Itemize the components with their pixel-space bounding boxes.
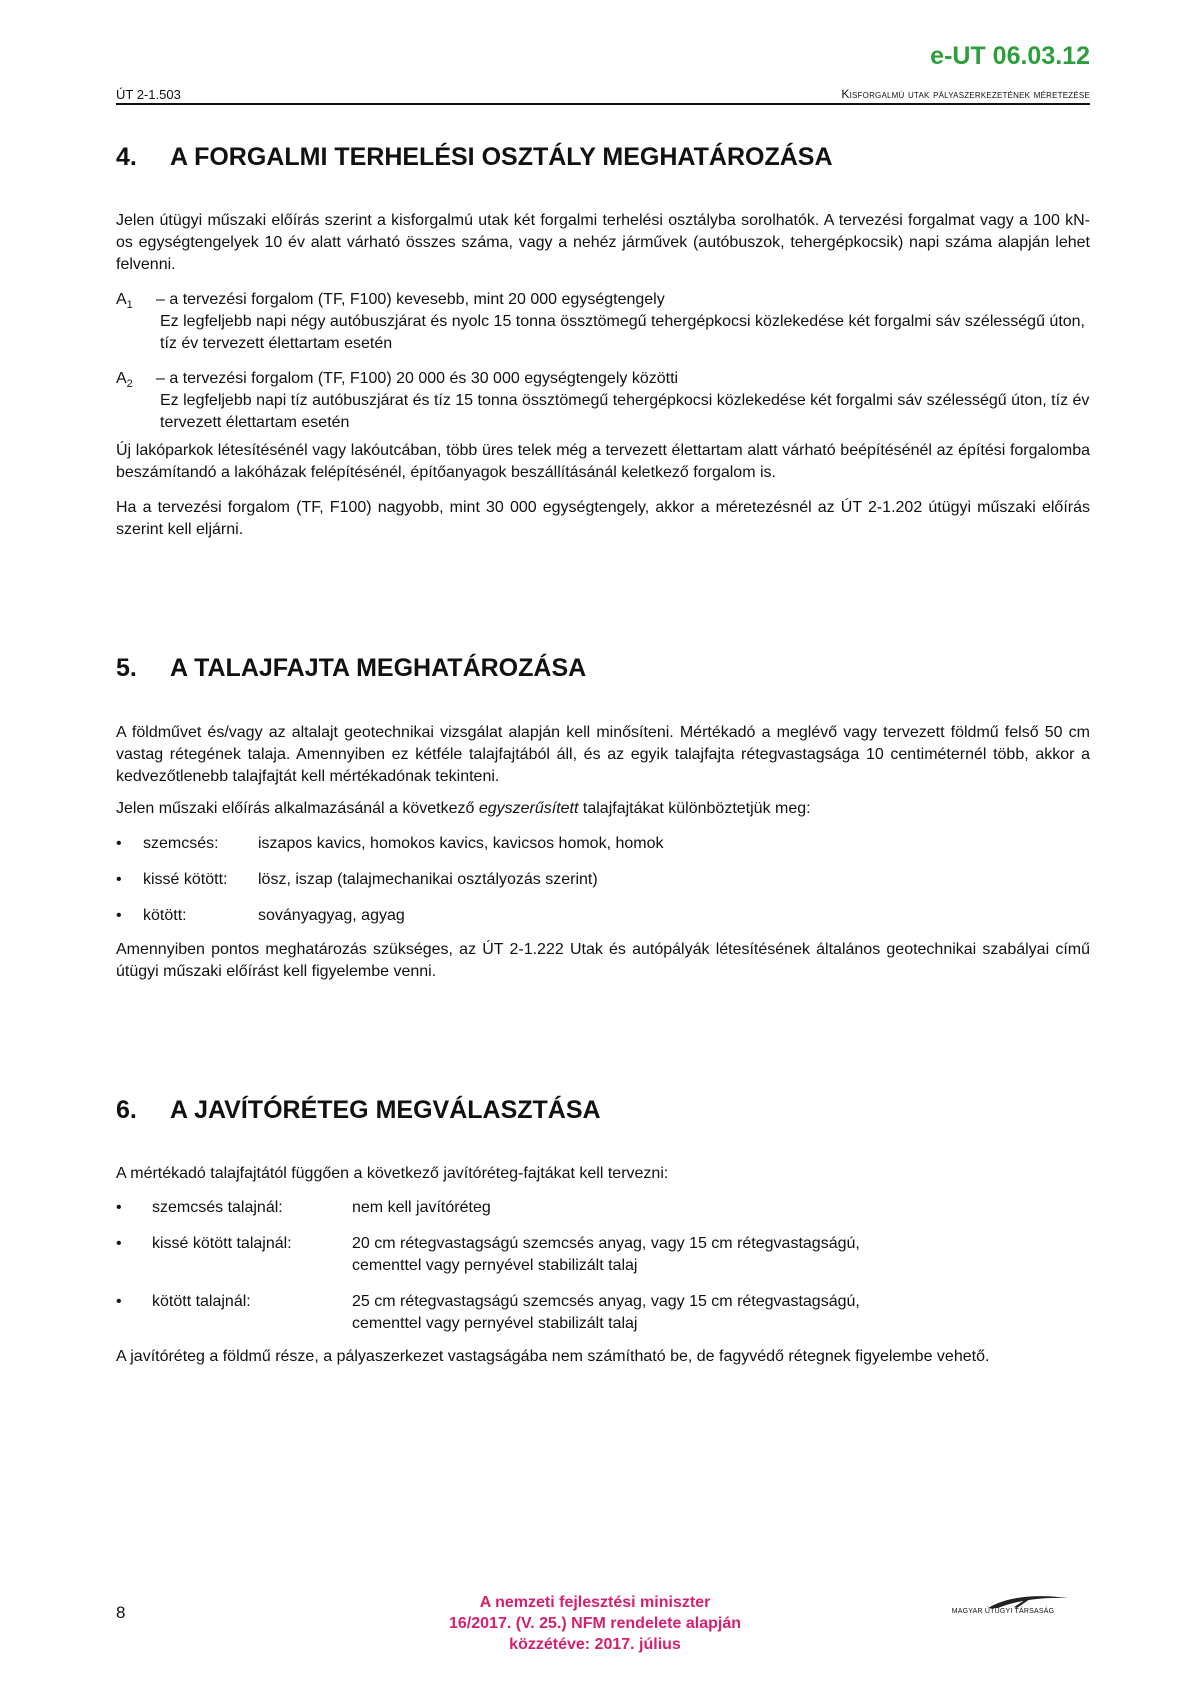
- section-title: A JAVÍTÓRÉTEG MEGVÁLASZTÁSA: [170, 1096, 601, 1124]
- society-logo: MAGYAR ÚTÜGYI TÁRSASÁG: [918, 1592, 1088, 1620]
- section-5: [116, 654, 1090, 683]
- section-5-heading: [116, 654, 1090, 683]
- paragraph: Új lakóparkok létesítésénél vagy lakóutcában, több üres telek még a tervezett élettartam alatt várható beépítésénél az építési forgalomba beszámítandó a lakóházak felépítésénél, építőanyagok beszállításánál keletkező forgalom is.: [116, 442, 1090, 481]
- class-definition: – a tervezési forgalom (TF, F100) kevesebb, mint 20 000 egységtengely: [156, 291, 665, 308]
- class-a1: [116, 289, 1090, 355]
- paragraph: A mértékadó talajfajtától függően a következő javítóréteg-fajtákat kell tervezni:: [116, 1165, 669, 1182]
- paragraph: Jelen műszaki előírás alkalmazásánál a következő egyszerűsített talajfajtákat különböztetjük meg:: [116, 800, 811, 817]
- bullet-icon: •: [116, 1293, 122, 1310]
- paragraph: A javítóréteg a földmű része, a pályaszerkezet vastagságába nem számítható be, de fagyvédő rétegnek figyelembe vehető.: [116, 1348, 990, 1365]
- section-5-body: [116, 722, 1090, 983]
- page-number: 8: [116, 1603, 126, 1622]
- section-number: 5.: [116, 654, 137, 682]
- bullet-icon: •: [116, 907, 122, 924]
- bullet-icon: •: [116, 1235, 122, 1252]
- list-item: • szemcsés talajnál: nem kell javítóréteg: [116, 1197, 1090, 1219]
- paragraph: A földművet és/vagy az altalajt geotechnikai vizsgálat alapján kell minősíteni. Mértékadó a meglévő vagy tervezett földmű felső 50 cm vastag rétegének talaja. Amennyiben ez kétféle talajfajtából áll, és az egyik talajfajta rétegvastagsága 10 centiméternél több, akkor a kedvezőtlenebb talajfajtát kell mértékadónak tekinteni.: [116, 724, 1090, 785]
- section-4-body: [116, 210, 1090, 541]
- section-4: [116, 143, 1090, 172]
- section-6-body: [116, 1163, 1090, 1368]
- class-description: Ez legfeljebb napi tíz autóbuszjárat és tíz 15 tonna össztömegű tehergépkocsi közlekedése két forgalmi sáv szélességű úton, tíz év tervezett élettartam esetén: [160, 392, 1090, 431]
- section-6-heading: [116, 1096, 1090, 1125]
- paragraph: Ha a tervezési forgalom (TF, F100) nagyobb, mint 30 000 egységtengely, akkor a méretezésnél az ÚT 2-1.202 útügyi műszaki előírás szerint kell eljárni.: [116, 499, 1090, 538]
- class-label: $A_2$: [116, 370, 133, 391]
- class-a2: [116, 368, 1090, 434]
- section-title: A FORGALMI TERHELÉSI OSZTÁLY MEGHATÁROZÁSA: [170, 143, 833, 171]
- bullet-icon: •: [116, 1199, 122, 1216]
- header-document-title: Kisforgalmú utak pályaszerkezetének méretezése: [841, 87, 1090, 101]
- section-number: 6.: [116, 1096, 137, 1124]
- section-number: 4.: [116, 143, 137, 171]
- list-item: • kötött: soványagyag, agyag: [116, 905, 1090, 927]
- section-4-heading: [116, 143, 1090, 172]
- bullet-icon: •: [116, 871, 122, 888]
- header-standard-id: ÚT 2-1.503: [116, 87, 181, 102]
- list-item: • kissé kötött talajnál: 20 cm rétegvastagságú szemcsés anyag, vagy 15 cm rétegvastagságú, cementtel vagy pernyével stabilizált talaj: [116, 1233, 1090, 1277]
- header-divider: [116, 103, 1090, 105]
- class-definition: – a tervezési forgalom (TF, F100) 20 000 és 30 000 egységtengely közötti: [156, 370, 679, 387]
- section-title: A TALAJFAJTA MEGHATÁROZÁSA: [170, 654, 587, 682]
- list-item: • kissé kötött: lösz, iszap (talajmechanikai osztályozás szerint): [116, 869, 1090, 891]
- class-description: Ez legfeljebb napi négy autóbuszjárat és nyolc 15 tonna össztömegű tehergépkocsi közlekedése két forgalmi sáv szélességű úton, tíz év tervezett élettartam esetén: [160, 313, 1085, 352]
- section-6: [116, 1096, 1090, 1125]
- list-item: • kötött talajnál: 25 cm rétegvastagságú szemcsés anyag, vagy 15 cm rétegvastagságú, cementtel vagy pernyével stabilizált talaj: [116, 1291, 1090, 1335]
- list-item: • szemcsés: iszapos kavics, homokos kavics, kavicsos homok, homok: [116, 833, 1090, 855]
- publication-note: A nemzeti fejlesztési miniszter 16/2017. (V. 25.) NFM rendelete alapján közzétéve: 2017. július: [449, 1594, 741, 1653]
- class-label: $A_1$: [116, 291, 133, 312]
- paragraph: Jelen útügyi műszaki előírás szerint a kisforgalmú utak két forgalmi terhelési osztályba sorolhatók. A tervezési forgalmat vagy a 100 kN-os egységtengelyek 10 év alatt várható összes száma, vagy a nehéz járművek (autóbuszok, tehergépkocsik) napi száma alapján lehet felvenni.: [116, 212, 1090, 273]
- document-code: e-UT 06.03.12: [930, 42, 1090, 70]
- bullet-icon: •: [116, 835, 122, 852]
- paragraph: Amennyiben pontos meghatározás szükséges, az ÚT 2-1.222 Utak és autópályák létesítésének általános geotechnikai szabályai című útügyi műszaki előírást kell figyelembe venni.: [116, 941, 1090, 980]
